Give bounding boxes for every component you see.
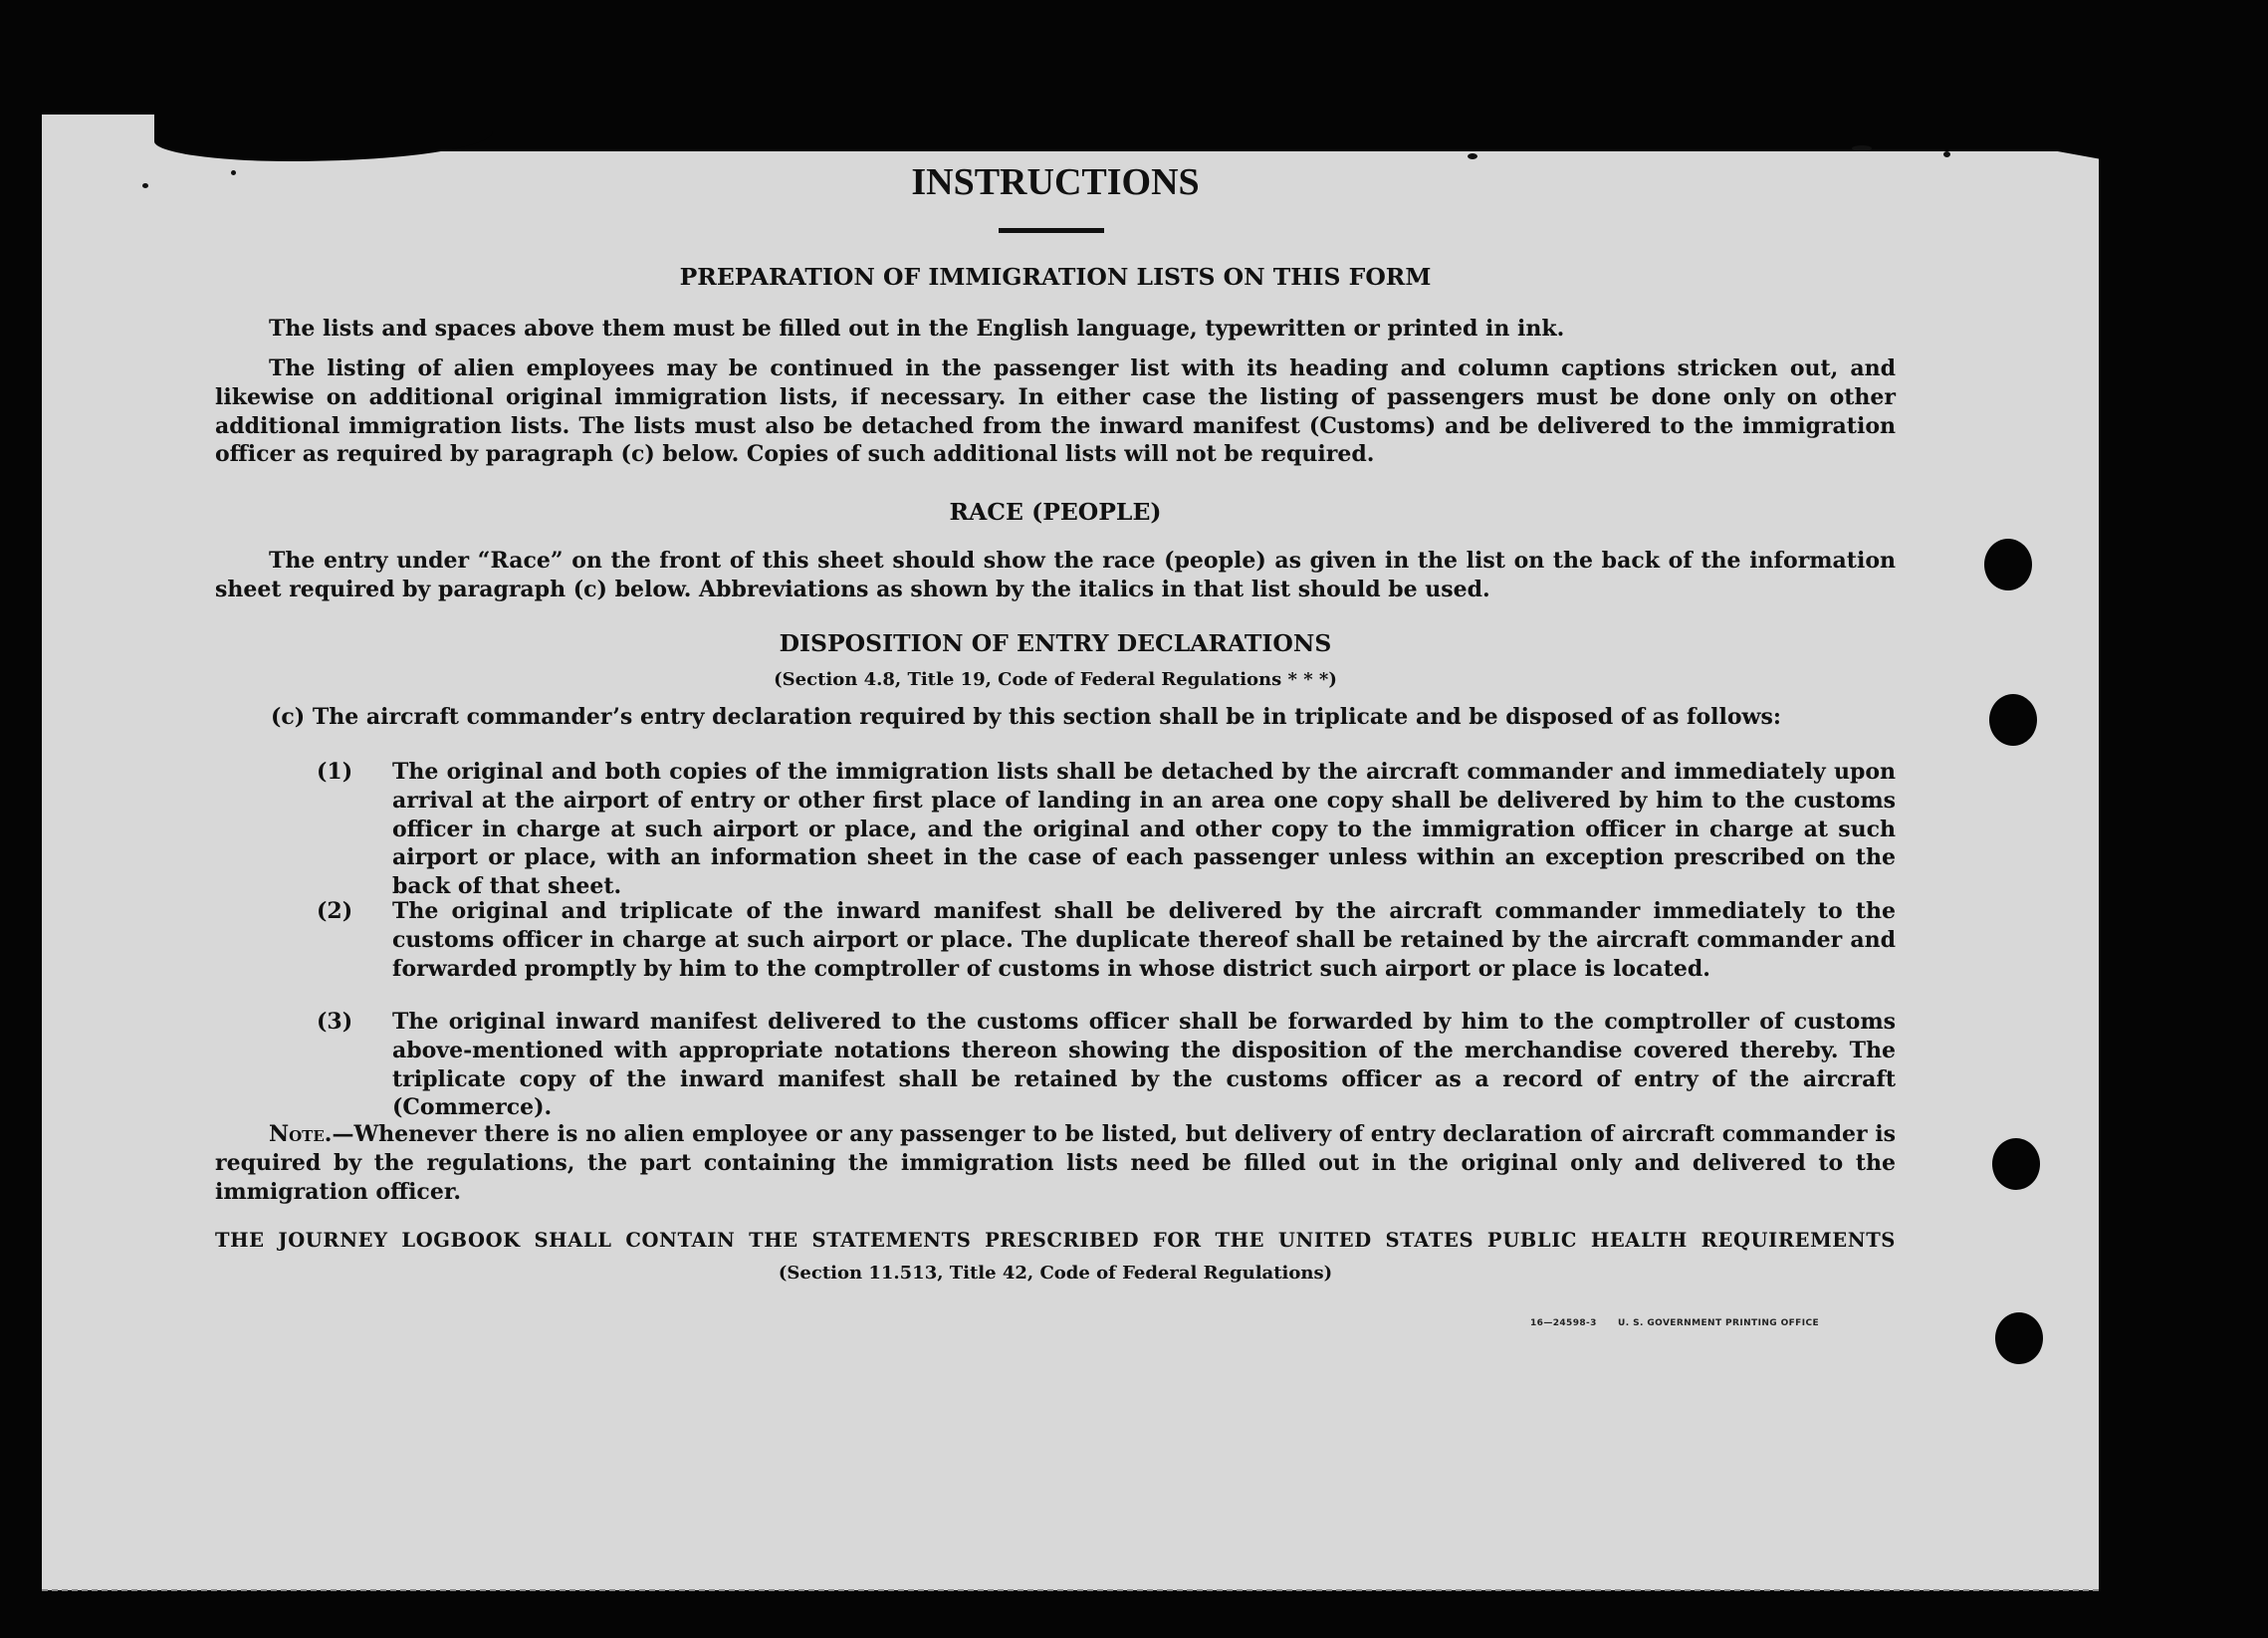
section-heading-race: RACE (PEOPLE) [949,498,1162,526]
section-heading-disposition: DISPOSITION OF ENTRY DECLARATIONS [779,629,1332,657]
race-paragraph: The entry under “Race” on the front of this sheet should show the race (people) as given in the list on the back of the information sheet required by paragraph (c) below. Abbreviations as shown by the italics in that list should be used. [215,548,1896,602]
page-edge [42,1589,2099,1591]
speck [1852,145,1872,151]
printer-name: U. S. GOVERNMENT PRINTING OFFICE [1618,1318,1820,1328]
footer-citation: (Section 11.513, Title 42, Code of Federal Regulations) [778,1263,1333,1284]
item-text: The original and both copies of the immigration lists shall be detached by the aircraft commander and immediately upon arrival at the airport of entry or other first place of landing in an area one copy shall be delivered by him to the customs officer in charge at such airport or place, and the original and other copy to the immigration officer in charge at such airport or place, with an information sheet in the case of each passenger unless within an exception prescribed on the back of that sheet. [392,759,1896,900]
note-label: Note. [269,1121,333,1147]
disposition-intro: (c) The aircraft commander’s entry declaration required by this section shall be in triplicate and be disposed of as follows: [271,704,1781,730]
disposition-item-1 [317,758,1896,901]
item-number: (1) [317,759,353,785]
punch-hole [1989,694,2037,746]
item-text: The original inward manifest delivered to the customs officer shall be forwarded by him to the comptroller of customs above-mentioned with appropriate notations thereon showing the disposition of the merchandise covered thereby. The triplicate copy of the inward manifest shall be retained by the customs officer as a record of entry of the aircraft (Commerce). [392,1009,1896,1121]
item-number: (2) [317,898,353,924]
preparation-paragraph-1: The lists and spaces above them must be filled out in the English language, typewritten or printed in ink. [269,316,1565,342]
item-number: (3) [317,1009,353,1035]
disposition-item-3 [317,1008,1896,1122]
section-heading-preparation: PREPARATION OF IMMIGRATION LISTS ON THIS FORM [679,263,1432,291]
disposition-citation: (Section 4.8, Title 19, Code of Federal Regulations * * *) [774,669,1337,690]
print-code: 16—24598-3 [1530,1318,1597,1328]
speck [1468,153,1477,159]
footer-statement: THE JOURNEY LOGBOOK SHALL CONTAIN THE STATEMENTS PRESCRIBED FOR THE UNITED STATES PUBLIC HEALTH REQUIREMENTS [215,1229,1896,1252]
punch-hole [1984,539,2032,590]
note-paragraph [215,1120,1896,1206]
punch-hole [1992,1138,2040,1190]
speck [1943,151,1950,157]
note-text: —Whenever there is no alien employee or any passenger to be listed, but delivery of entry declaration of aircraft commander is required by the regulations, the part containing the immigration lists need be filled out in the original only and delivered to the immigration officer. [215,1121,1896,1205]
printer-imprint [1530,1318,1819,1328]
disposition-item-2 [317,897,1896,983]
page-title: INSTRUCTIONS [911,161,1200,203]
title-underline [999,228,1104,233]
punch-hole [1995,1312,2043,1364]
preparation-paragraph-2: The listing of alien employees may be continued in the passenger list with its heading and column captions stricken out, and likewise on additional original immigration lists, if necessary. In either case the listing of passengers must be done only on other additional immigration lists. The lists must also be detached from the inward manifest (Customs) and be delivered to the immigration officer as required by paragraph (c) below. Copies of such additional lists will not be required. [215,355,1896,468]
item-text: The original and triplicate of the inward manifest shall be delivered by the aircraft commander immediately to the customs officer in charge at such airport or place. The duplicate thereof shall be retained by the aircraft commander and forwarded promptly by him to the comptroller of customs in whose district such airport or place is located. [392,898,1896,982]
